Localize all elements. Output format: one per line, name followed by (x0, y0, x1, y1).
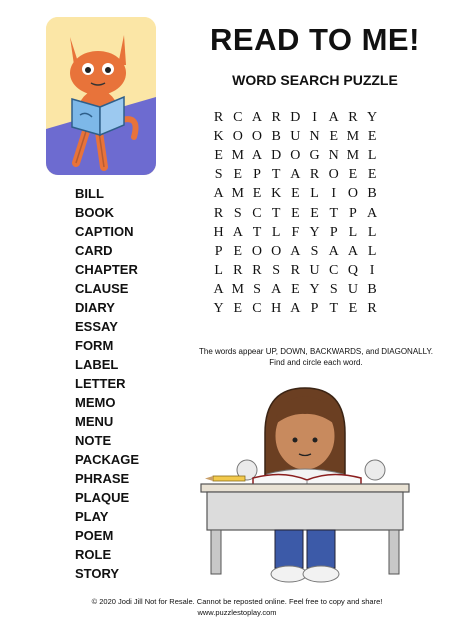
grid-cell: O (328, 167, 339, 183)
girl-reading-at-desk-icon (195, 378, 415, 588)
grid-cell: O (290, 147, 301, 163)
instructions-line-1: The words appear UP, DOWN, BACKWARDS, and DIAGONALLY. (198, 347, 433, 356)
grid-cell: G (309, 147, 320, 163)
grid-cell: R (213, 109, 224, 125)
grid-cell: T (271, 205, 281, 221)
word-list-item: BOOK (75, 205, 114, 220)
grid-cell: E (329, 128, 338, 144)
grid-cell: R (367, 301, 377, 317)
grid-cell: A (251, 109, 263, 125)
footer (0, 596, 474, 618)
word-list-item: CHAPTER (75, 262, 138, 277)
word-list-item: PLAY (75, 509, 109, 524)
grid-cell: F (291, 224, 300, 240)
grid-cell: E (233, 301, 243, 317)
word-list-item: ROLE (75, 547, 112, 562)
grid-cell: T (329, 205, 338, 221)
grid-cell: L (348, 224, 358, 240)
grid-cell: A (328, 243, 339, 259)
grid-cell: K (213, 128, 224, 144)
grid-cell: C (252, 301, 262, 317)
grid-cell: R (309, 167, 320, 183)
grid-cell: A (271, 282, 282, 298)
grid-cell: E (291, 282, 300, 298)
grid-cell: R (252, 263, 262, 279)
instructions (172, 346, 460, 368)
grid-cell: A (232, 224, 243, 240)
word-list-item: DIARY (75, 300, 115, 315)
cat-reading-book-icon (46, 17, 156, 175)
grid-cell: Y (309, 224, 320, 240)
grid-cell: D (271, 147, 282, 163)
grid-cell: E (291, 186, 300, 202)
instructions-line-2: Find and circle each word. (269, 358, 363, 367)
illustration (195, 378, 415, 588)
grid-cell: L (310, 186, 319, 202)
grid-cell: N (309, 128, 320, 144)
grid-cell: Y (367, 109, 378, 125)
grid-cell: A (290, 301, 301, 317)
grid-cell: A (328, 109, 339, 125)
grid-cell: A (290, 167, 301, 183)
grid-cell: P (310, 301, 319, 317)
word-list-item: NOTE (75, 433, 112, 448)
grid-cell: R (271, 109, 281, 125)
grid-cell: D (290, 109, 301, 125)
word-list (75, 184, 139, 583)
grid-cell: L (214, 263, 223, 279)
grid-cell: A (213, 282, 224, 298)
word-list-item: STORY (75, 566, 120, 581)
grid-cell: M (346, 128, 360, 144)
grid-cell: T (271, 167, 281, 183)
grid-cell: P (214, 243, 223, 259)
grid-cell: C (329, 263, 339, 279)
grid-cell: S (329, 282, 338, 298)
grid-cell: L (367, 243, 377, 259)
grid-cell: P (329, 224, 338, 240)
grid-cell: L (367, 224, 377, 240)
word-list-item: PLAQUE (75, 490, 130, 505)
grid-cell: N (328, 147, 339, 163)
grid-cell: O (251, 243, 263, 259)
grid-cell: T (329, 301, 338, 317)
grid-cell: H (271, 301, 282, 317)
word-list-item: MEMO (75, 395, 116, 410)
grid-cell: L (367, 147, 377, 163)
grid-cell: B (271, 128, 281, 144)
grid-cell: E (367, 167, 377, 183)
grid-cell: E (310, 205, 319, 221)
grid-cell: C (252, 205, 262, 221)
word-list-item: MENU (75, 414, 114, 429)
grid-cell: O (251, 128, 263, 144)
grid-cell: E (367, 128, 377, 144)
grid-cell: Y (309, 282, 320, 298)
grid-cell: P (253, 167, 261, 183)
grid-cell: E (348, 301, 358, 317)
grid-cell: B (367, 186, 377, 202)
grid-cell: E (348, 167, 358, 183)
grid-cell: A (347, 243, 358, 259)
word-list-item: POEM (75, 528, 114, 543)
grid-cell: P (349, 205, 357, 221)
word-list-item: LETTER (75, 376, 126, 391)
grid-cell: E (233, 167, 243, 183)
grid-cell: S (214, 167, 223, 183)
grid-cell: S (310, 243, 319, 259)
grid-cell: L (271, 224, 281, 240)
word-list-item: CARD (75, 243, 113, 258)
grid-cell: M (231, 282, 244, 298)
word-list-item: CAPTION (75, 224, 134, 239)
grid-cell: M (231, 147, 244, 163)
grid-cell: R (348, 109, 358, 125)
word-list-item: CLAUSE (75, 281, 129, 296)
grid-cell: R (213, 205, 224, 221)
grid-cell: S (272, 263, 281, 279)
grid-cell: M (346, 147, 360, 163)
grid-cell: R (290, 263, 301, 279)
grid-cell: E (291, 205, 300, 221)
page-title: READ TO ME! (210, 22, 420, 57)
grid-cell: O (347, 186, 358, 202)
footer-copyright: © 2020 Jodi Jill Not for Resale. Cannot be reposted online. Feel free to copy and share! (91, 597, 383, 606)
grid-cell: E (214, 147, 223, 163)
page-subtitle: WORD SEARCH PUZZLE (232, 72, 398, 88)
grid-cell: S (253, 282, 261, 298)
grid-cell: M (231, 186, 244, 202)
grid-cell: T (252, 224, 262, 240)
grid-cell: A (213, 186, 224, 202)
grid-cell: Y (213, 301, 224, 317)
grid-cell: S (233, 205, 242, 221)
grid-cell: U (290, 128, 301, 144)
word-list-item: FORM (75, 338, 114, 353)
letter-grid (209, 108, 382, 319)
grid-cell: O (232, 128, 243, 144)
grid-cell: A (367, 205, 378, 221)
grid-cell: E (233, 243, 243, 259)
grid-cell: I (331, 186, 337, 202)
grid-cell: I (312, 109, 317, 125)
word-list-item: ESSAY (75, 319, 118, 334)
grid-cell: I (369, 263, 375, 279)
grid-cell: E (252, 186, 262, 202)
word-list-item: PACKAGE (75, 452, 140, 467)
word-list-item: BILL (75, 186, 104, 201)
footer-website: www.puzzlestoplay.com (197, 608, 277, 617)
grid-cell: K (271, 186, 282, 202)
grid-cell: Q (347, 263, 358, 279)
word-list-item: LABEL (75, 357, 119, 372)
word-list-item: PHRASE (75, 471, 130, 486)
grid-cell: C (233, 109, 243, 125)
grid-cell: R (233, 263, 243, 279)
grid-cell: A (290, 243, 301, 259)
grid-cell: U (347, 282, 358, 298)
logo (46, 17, 156, 175)
grid-cell: B (367, 282, 377, 298)
grid-cell: O (271, 243, 282, 259)
grid-cell: U (309, 263, 320, 279)
grid-cell: H (213, 224, 224, 240)
grid-cell: A (251, 147, 263, 163)
